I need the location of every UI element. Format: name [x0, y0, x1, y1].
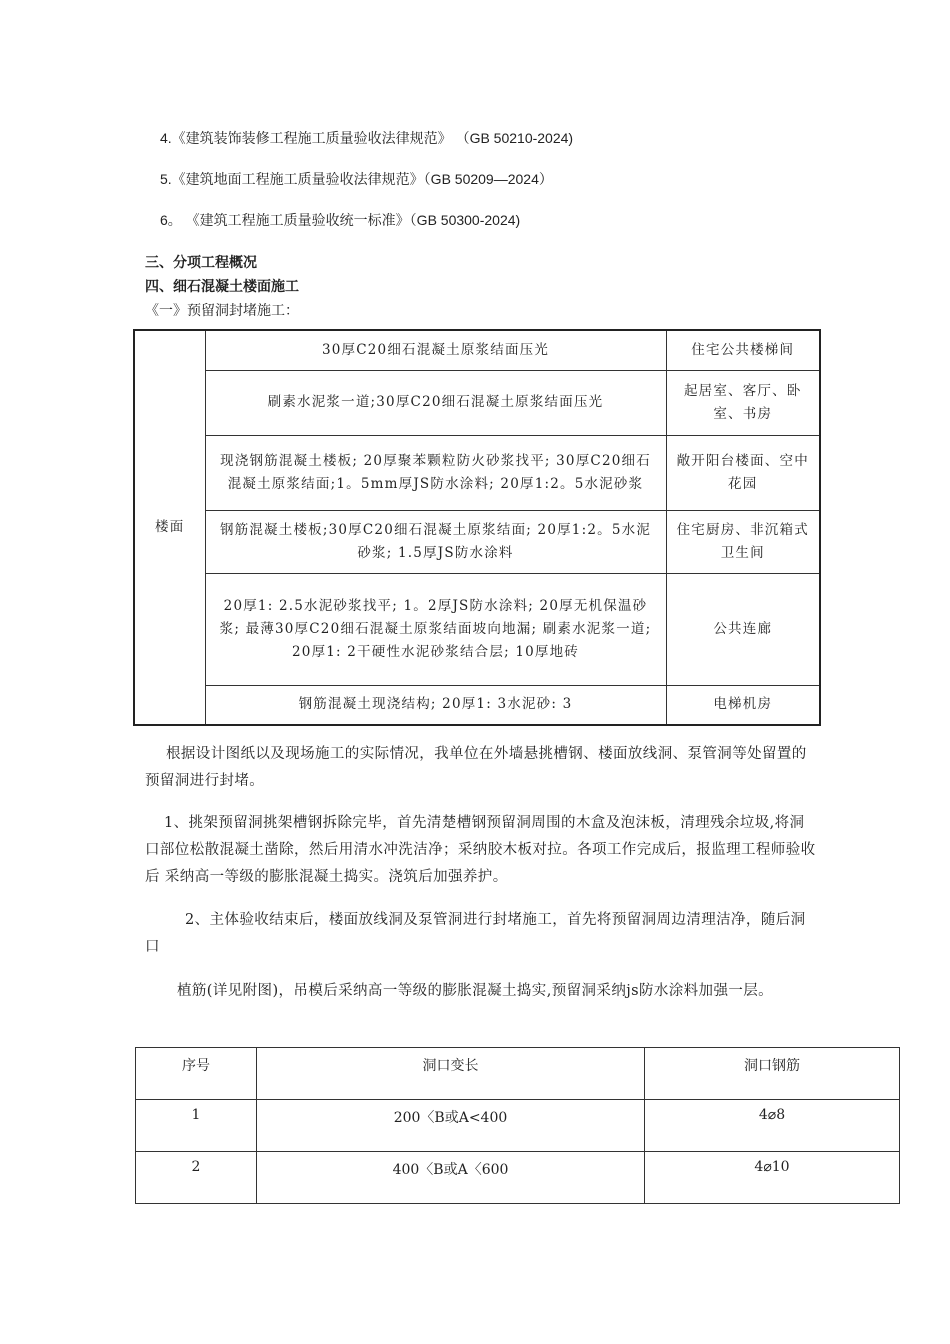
paragraph: 根据设计图纸以及现场施工的实际情况，我单位在外墙悬挑槽钢、楼面放线洞、泵管洞等处留置的预留洞进行封堵。: [145, 746, 807, 789]
reference-item: 5.《建筑地面工程施工质量验收法律规范》（GB 50209—2024）: [160, 171, 553, 187]
table-cell: 钢筋混凝土楼板;30厚C20细石混凝土原浆结面; 20厚1:2。5水泥砂浆; 1.5厚JS防水涂料: [205, 510, 666, 573]
floor-construction-table: [133, 329, 821, 726]
table-header: 洞口钢筋: [645, 1048, 900, 1100]
table-cell: 4⌀10: [645, 1152, 900, 1204]
table-cell: 现浇钢筋混凝土楼板; 20厚聚苯颗粒防火砂浆找平; 30厚C20细石混凝土原浆结面;1。5mm厚JS防水涂料; 20厚1:2。5水泥砂浆: [205, 435, 666, 510]
table-header: 序号: [136, 1048, 257, 1100]
table-cell: 刷素水泥浆一道;30厚C20细石混凝土原浆结面压光: [205, 370, 666, 435]
section-heading: 三、分项工程概况: [145, 255, 257, 271]
table-cell: 400〈B或A〈600: [257, 1152, 645, 1204]
table-header: 洞口变长: [257, 1048, 645, 1100]
table-cell: 起居室、客厅、卧室、书房: [666, 370, 820, 435]
table-row: [136, 1100, 900, 1152]
paragraph: 1、挑架预留洞挑架槽钢拆除完毕，首先清楚槽钢预留洞周围的木盒及泡沫板，清理残余垃圾,将洞口部位松散混凝土凿除，然后用清水冲洗洁净；采纳胶木板对拉。各项工作完成后，报监理工程师验收后 采纳高一等级的膨胀混凝土捣实。浇筑后加强养护。: [145, 815, 816, 885]
table-cell: 4⌀8: [645, 1100, 900, 1152]
table-cell: 200〈B或A<400: [257, 1100, 645, 1152]
section-heading: 四、细石混凝土楼面施工: [145, 279, 299, 295]
paragraph: 2、主体验收结束后，楼面放线洞及泵管洞进行封堵施工，首先将预留洞周边清理洁净，随后洞口: [145, 912, 806, 955]
table-cell: 住宅厨房、非沉箱式卫生间: [666, 510, 820, 573]
table-cell: 公共连廊: [666, 573, 820, 685]
table-cell: 敞开阳台楼面、空中花园: [666, 435, 820, 510]
table-cell: 电梯机房: [666, 685, 820, 725]
table-cell: 20厚1: 2.5水泥砂浆找平; 1。2厚JS防水涂料; 20厚无机保温砂浆; 最薄30厚C20细石混凝土原浆结面坡向地漏; 刷素水泥浆一道; 20厚1: 2干硬性水泥砂浆结合层; 10厚地砖: [205, 573, 666, 685]
table-category-cell: 楼面: [134, 330, 205, 725]
table-cell: 30厚C20细石混凝土原浆结面压光: [205, 330, 666, 370]
subsection-heading: 《一》预留洞封堵施工：: [145, 303, 299, 319]
table-cell: 2: [136, 1152, 257, 1204]
table-cell: 1: [136, 1100, 257, 1152]
table-header-row: [136, 1048, 900, 1100]
table-cell: 住宅公共楼梯间: [666, 330, 820, 370]
reference-item: 6。 《建筑工程施工质量验收统一标准》（GB 50300-2024): [160, 212, 521, 228]
table-row: [136, 1152, 900, 1204]
hole-rebar-table: [135, 1047, 900, 1204]
reference-item: 4.《建筑装饰装修工程施工质量验收法律规范》 （GB 50210-2024): [160, 130, 574, 146]
table-cell: 钢筋混凝土现浇结构; 20厚1: 3水泥砂: 3: [205, 685, 666, 725]
paragraph: 植筋(详见附图)，吊模后采纳高一等级的膨胀混凝土捣实,预留洞采纳js防水涂料加强一层。: [177, 983, 774, 999]
